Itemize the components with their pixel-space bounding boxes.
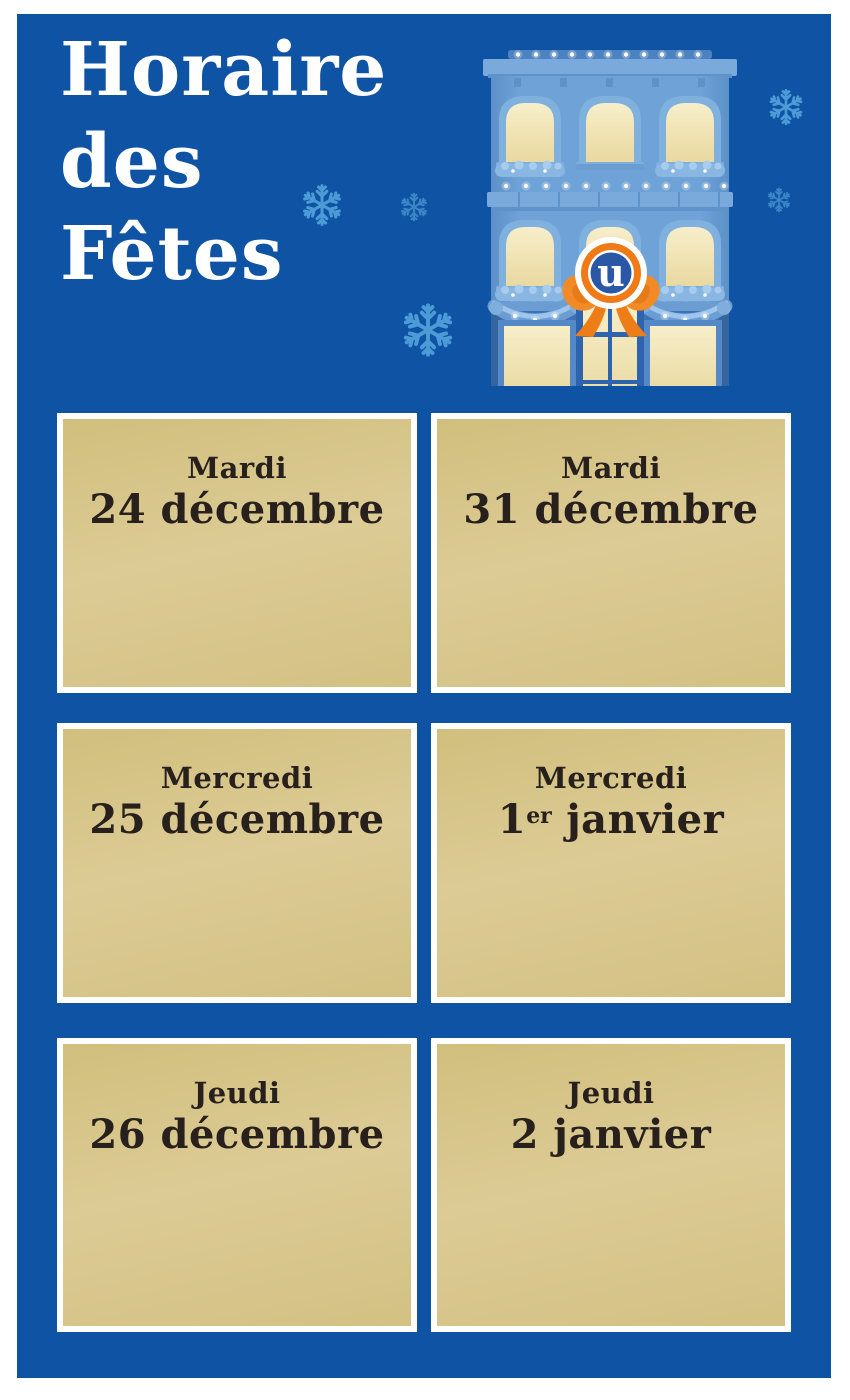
title-line: Fêtes [60,211,284,297]
hours-blank-area [437,534,785,674]
schedule-card [431,723,791,1003]
card-date-label [63,486,411,534]
card-day-label: Mardi [187,451,287,485]
date-text: 1 [497,795,527,843]
snowflake-icon [400,302,456,358]
hours-blank-area [63,1159,411,1299]
poster-title [60,24,387,300]
date-text: 24 décembre [89,485,385,533]
date-text: 25 décembre [89,795,385,843]
hours-blank-area [63,844,411,984]
date-rest: janvier [551,795,725,843]
display-window-left [498,320,576,386]
snowflake-icon [766,187,792,213]
upper-windows [496,96,724,169]
hours-blank-area [437,844,785,984]
schedule-card [57,1038,417,1332]
card-day-label: Jeudi [567,1076,655,1110]
schedule-card [57,413,417,693]
display-window-right [644,320,722,386]
cornice [483,59,737,76]
card-date-label [437,796,785,844]
card-day-label: Mercredi [160,761,314,795]
card-date-label [63,796,411,844]
card-date-label [437,1111,785,1159]
date-text: 2 janvier [510,1110,712,1158]
snowflake-icon [767,88,805,126]
schedule-card [431,1038,791,1332]
card-day-label: Mercredi [534,761,688,795]
ordinal-suffix: er [526,802,552,829]
store-logo-badge [575,237,647,309]
poster-panel [17,14,831,1378]
store-logo-letter: u [597,250,625,295]
title-line: Horaire [60,27,388,113]
hours-blank-area [437,1159,785,1299]
snowflake-icon [300,183,344,227]
date-text: 26 décembre [89,1110,385,1158]
card-date-label [437,486,785,534]
schedule-card [431,413,791,693]
snowflake-icon [399,192,429,222]
card-day-label: Jeudi [193,1076,281,1110]
store-building-illustration [478,50,742,386]
date-text: 31 décembre [463,485,759,533]
card-date-label [63,1111,411,1159]
hours-blank-area [63,534,411,674]
title-line: des [60,119,204,205]
schedule-card [57,723,417,1003]
card-day-label: Mardi [561,451,661,485]
ledge [487,192,733,207]
